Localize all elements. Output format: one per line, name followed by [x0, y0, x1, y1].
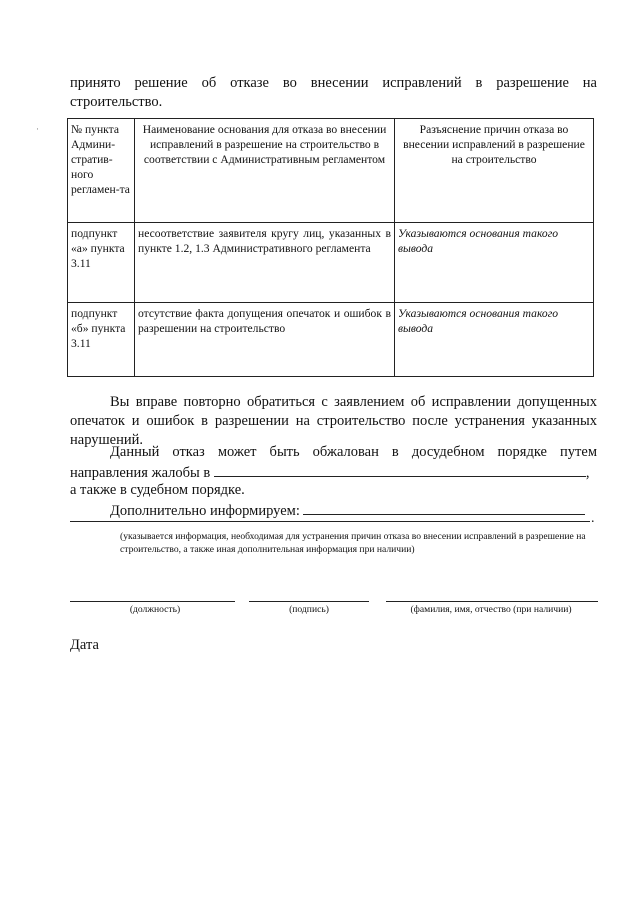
- header-explanation: Разъяснение причин отказа во внесении исправлений в разрешение на строительство: [395, 119, 594, 223]
- header-item-number: № пункта Админи-стратив-ного регламен-та: [68, 119, 135, 223]
- additional-info-label: Дополнительно информируем:: [110, 503, 300, 519]
- appeal-paragraph: [70, 443, 597, 483]
- row-item-number: подпункт «б» пункта 3.11: [68, 303, 135, 377]
- signature-caption: (подпись): [289, 604, 329, 615]
- additional-info-line: [110, 500, 600, 521]
- appeal-comma: ,: [585, 465, 590, 481]
- row-item-number: подпункт «а» пункта 3.11: [68, 223, 135, 303]
- position-caption: (должность): [129, 604, 181, 615]
- row-basis: отсутствие факта допущения опечаток и ошибок в разрешении на строительство: [135, 303, 395, 377]
- intro-line-2: строительство.: [70, 94, 163, 110]
- row-basis: несоответствие заявителя кругу лиц, указанных в пункте 1.2, 1.3 Административного регламента: [135, 223, 395, 303]
- appeal-court-text: а также в судебном порядке.: [70, 482, 245, 498]
- full-name-caption: (фамилия, имя, отчество (при наличии): [410, 604, 572, 615]
- additional-info-blank: [303, 500, 585, 515]
- signature-line: [249, 601, 369, 602]
- table-header-row: [68, 119, 594, 223]
- header-basis: Наименование основания для отказа во внесении исправлений в разрешение на строительство в соответствии с Административным регламентом: [135, 119, 395, 223]
- position-line: [70, 601, 235, 602]
- intro-line-1: принято решение об отказе во внесении исправлений в разрешение на: [70, 75, 597, 91]
- additional-info-period: .: [591, 511, 595, 526]
- row-explanation: Указываются основания такого вывода: [395, 223, 594, 303]
- table-row: [68, 223, 594, 303]
- appeal-text: Данный отказ может быть обжалован в досудебном порядке путем направления жалобы в: [70, 444, 597, 481]
- intro-text: [70, 74, 597, 112]
- additional-info-blank-line: [70, 521, 590, 522]
- margin-mark: ·: [36, 124, 39, 134]
- table-row: [68, 303, 594, 377]
- refusal-reasons-table: [67, 118, 594, 377]
- reapply-paragraph: Вы вправе повторно обратиться с заявлением об исправлении допущенных опечаток и ошибок в разрешении на строительство после устранения указанных нарушений.: [70, 394, 597, 448]
- row-explanation: Указываются основания такого вывода: [395, 303, 594, 377]
- date-label: Дата: [70, 637, 99, 653]
- full-name-line: [386, 601, 598, 602]
- additional-info-note: (указывается информация, необходимая для устранения причин отказа во внесении исправлений в разрешение на строительство, а также иная дополнительная информация при наличии): [120, 531, 586, 555]
- appeal-recipient-blank: [214, 462, 586, 477]
